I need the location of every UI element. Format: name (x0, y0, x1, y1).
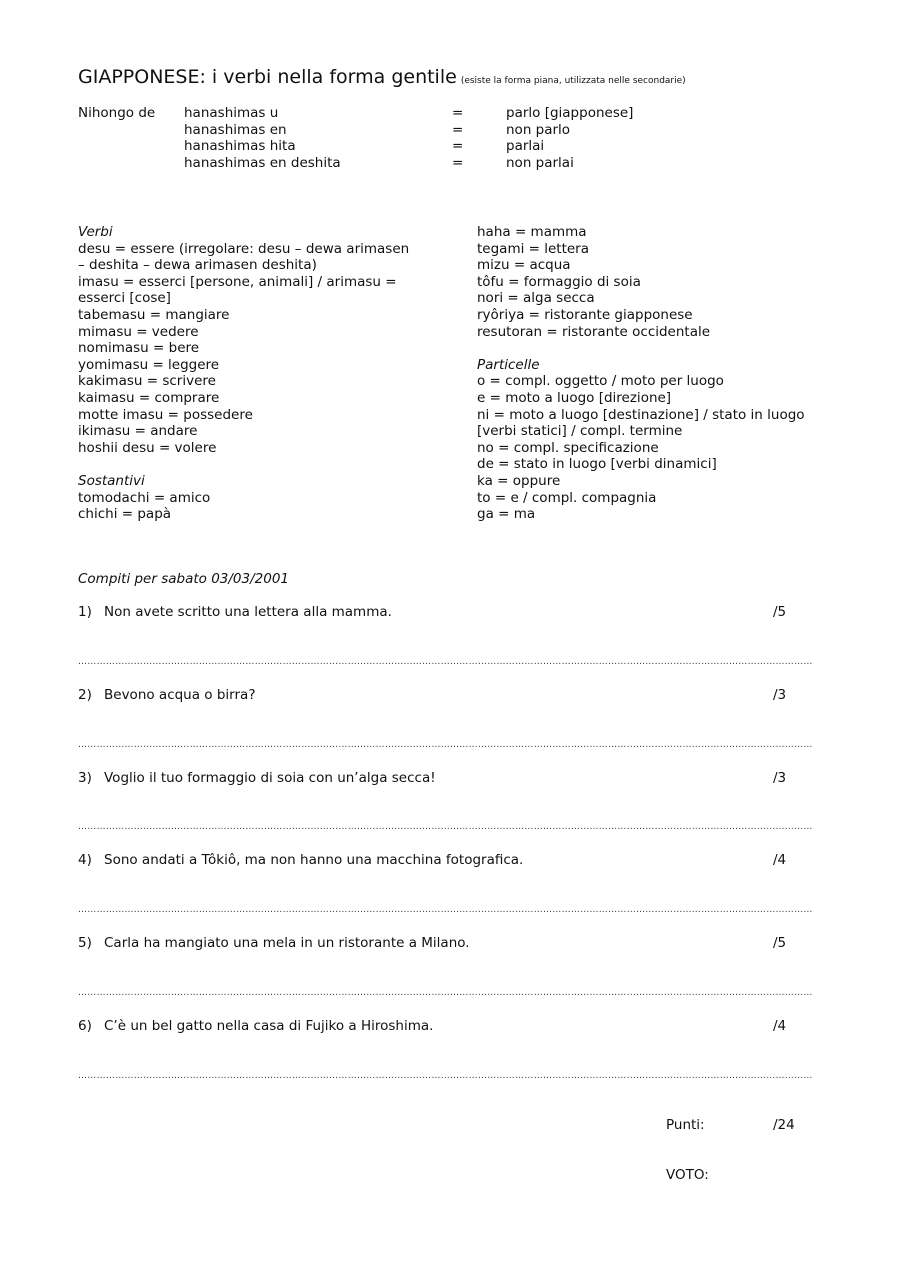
vocab-item: [verbi statici] / compl. termine (477, 423, 683, 440)
question-number: 4) (78, 852, 92, 868)
homework-title: Compiti per sabato 03/03/2001 (78, 571, 290, 587)
vocab-item: kaimasu = comprare (78, 389, 220, 406)
conjugation-eq: = (452, 138, 464, 154)
question-2 (78, 687, 798, 703)
conjugation-row (78, 122, 633, 139)
grade-label: VOTO: (666, 1167, 709, 1183)
conjugation-eq: = (452, 105, 464, 121)
conjugation-it: non parlai (506, 154, 574, 171)
answer-line[interactable]: ………………………………………………………………………………………………………………………………………………………………………………………………………………… (78, 822, 813, 832)
question-score: /5 (773, 935, 787, 951)
vocab-item: – deshita – dewa arimasen deshita) (78, 257, 317, 274)
question-number: 6) (78, 1018, 92, 1034)
conjugation-table (78, 105, 633, 171)
answer-line[interactable]: ………………………………………………………………………………………………………………………………………………………………………………………………………………… (78, 740, 813, 750)
vocab-item: motte imasu = possedere (78, 406, 253, 423)
vocab-item: ryôriya = ristorante giapponese (477, 306, 693, 323)
vocab-item: nori = alga secca (477, 290, 595, 307)
vocab-item: resutoran = ristorante occidentale (477, 323, 711, 340)
vocab-item: hoshii desu = volere (78, 439, 217, 456)
particelle-heading: Particelle (477, 356, 540, 373)
conjugation-jp: hanashimas u (184, 105, 279, 121)
vocab-item: no = compl. specificazione (477, 439, 659, 456)
question-number: 5) (78, 935, 92, 951)
conjugation-jp: hanashimas en deshita (184, 154, 341, 171)
conjugation-it: parlai (506, 138, 545, 154)
question-text: Bevono acqua o birra? (104, 687, 256, 703)
vocab-item: desu = essere (irregolare: desu – dewa arimasen (78, 240, 410, 257)
question-text: Non avete scritto una lettera alla mamma. (104, 604, 392, 620)
vocab-item: de = stato in luogo [verbi dinamici] (477, 456, 717, 473)
total-points-label: Punti: (666, 1117, 705, 1133)
vocab-item: esserci [cose] (78, 290, 171, 307)
total-points-value: /24 (773, 1117, 795, 1133)
vocab-left-column (78, 224, 409, 523)
conjugation-eq: = (452, 121, 464, 138)
question-6 (78, 1018, 798, 1034)
vocab-item: nomimasu = bere (78, 340, 200, 357)
question-score: /3 (773, 687, 787, 703)
question-text: Voglio il tuo formaggio di soia con un’alga secca! (104, 770, 436, 786)
question-text: Sono andati a Tôkiô, ma non hanno una macchina fotografica. (104, 852, 524, 868)
question-5 (78, 935, 798, 951)
vocab-item: tegami = lettera (477, 240, 590, 257)
title-text: GIAPPONESE: i verbi nella forma gentile (78, 66, 457, 88)
conjugation-jp: hanashimas en (184, 121, 287, 138)
verbi-heading: Verbi (78, 224, 113, 240)
conjugation-jp: hanashimas hita (184, 138, 296, 154)
vocab-item: e = moto a luogo [direzione] (477, 389, 672, 406)
question-text: Carla ha mangiato una mela in un ristorante a Milano. (104, 935, 470, 951)
question-1 (78, 604, 798, 620)
vocab-item: ka = oppure (477, 472, 561, 489)
vocab-item: ikimasu = andare (78, 423, 198, 440)
title-note: (esiste la forma piana, utilizzata nelle secondarie) (460, 76, 686, 86)
answer-line[interactable]: ………………………………………………………………………………………………………………………………………………………………………………………………………………… (78, 657, 813, 667)
vocab-item: kakimasu = scrivere (78, 373, 216, 390)
vocab-item: mimasu = vedere (78, 323, 199, 340)
vocab-item: yomimasu = leggere (78, 356, 220, 373)
answer-line[interactable]: ………………………………………………………………………………………………………………………………………………………………………………………………………………… (78, 905, 813, 915)
question-score: /5 (773, 604, 787, 620)
conjugation-eq: = (452, 154, 464, 171)
vocab-item: chichi = papà (78, 506, 172, 523)
question-text: C’è un bel gatto nella casa di Fujiko a Hiroshima. (104, 1018, 434, 1034)
question-score: /3 (773, 770, 787, 786)
sostantivi-heading: Sostantivi (78, 472, 145, 489)
conjugation-row (78, 105, 633, 122)
conjugation-it: parlo [giapponese] (506, 105, 634, 121)
vocab-item: haha = mamma (477, 224, 587, 240)
vocab-item: o = compl. oggetto / moto per luogo (477, 373, 724, 390)
conjugation-row (78, 155, 633, 172)
vocab-item: imasu = esserci [persone, animali] / arimasu = (78, 273, 397, 290)
vocab-right-column (477, 224, 805, 523)
question-number: 3) (78, 770, 92, 786)
conjugation-prefix: Nihongo de (78, 105, 156, 121)
question-4 (78, 852, 798, 868)
question-number: 2) (78, 687, 92, 703)
page-title (78, 66, 686, 88)
question-number: 1) (78, 604, 92, 620)
conjugation-it: non parlo (506, 121, 571, 138)
vocab-item: ga = ma (477, 506, 536, 523)
vocab-item: to = e / compl. compagnia (477, 489, 657, 506)
vocab-item: tôfu = formaggio di soia (477, 273, 641, 290)
answer-line[interactable]: ………………………………………………………………………………………………………………………………………………………………………………………………………………… (78, 1071, 813, 1081)
question-3 (78, 770, 798, 786)
conjugation-row (78, 138, 633, 155)
vocab-item: ni = moto a luogo [destinazione] / stato in luogo (477, 406, 805, 423)
vocab-item: tabemasu = mangiare (78, 306, 230, 323)
question-score: /4 (773, 1018, 787, 1034)
vocab-item: mizu = acqua (477, 257, 571, 274)
answer-line[interactable]: ………………………………………………………………………………………………………………………………………………………………………………………………………………… (78, 988, 813, 998)
question-score: /4 (773, 852, 787, 868)
vocab-item: tomodachi = amico (78, 489, 211, 506)
